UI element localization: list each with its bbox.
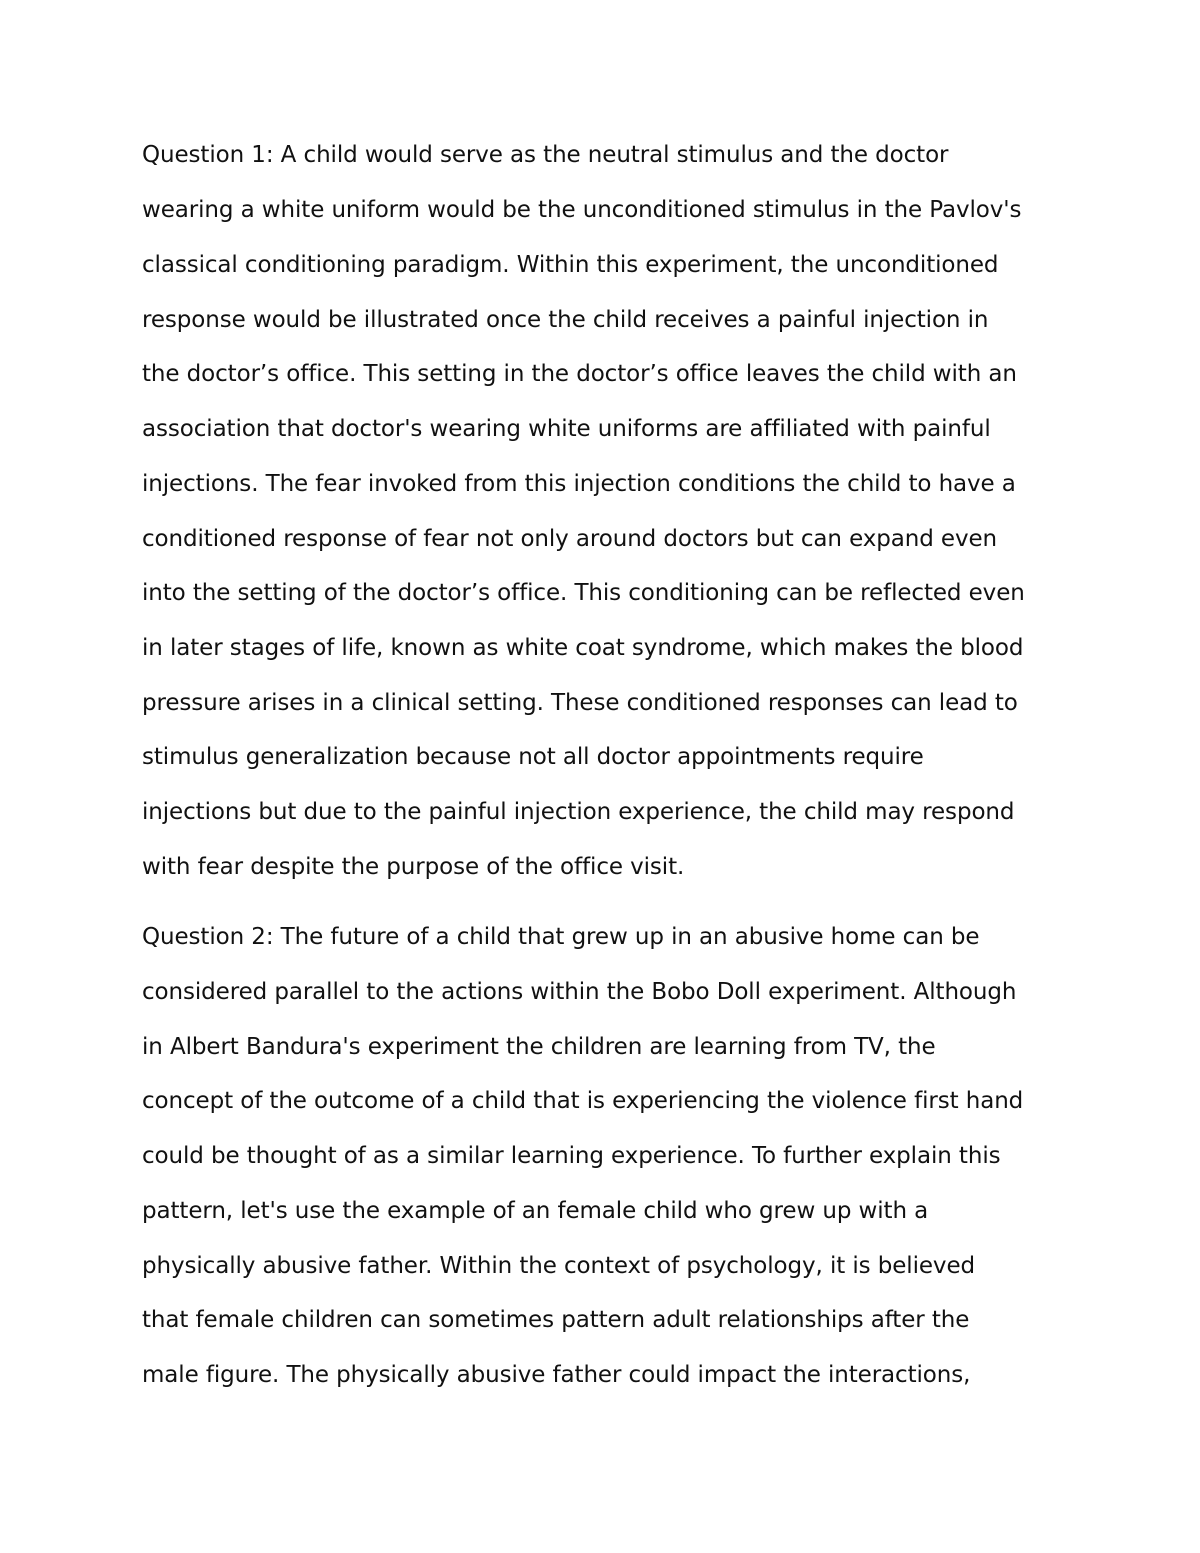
text-line: pattern, let's use the example of an female child who grew up with a (142, 1198, 929, 1224)
text-line: classical conditioning paradigm. Within this experiment, the unconditioned (142, 252, 999, 278)
text-line: Question 2: The future of a child that grew up in an abusive home can be (142, 924, 980, 950)
text-line: considered parallel to the actions within the Bobo Doll experiment. Although (142, 979, 1017, 1005)
text-line: injections but due to the painful injection experience, the child may respond (142, 799, 1015, 825)
text-line: pressure arises in a clinical setting. These conditioned responses can lead to (142, 690, 1018, 716)
text-line: could be thought of as a similar learning experience. To further explain this (142, 1143, 1001, 1169)
text-line: concept of the outcome of a child that is experiencing the violence first hand (142, 1088, 1024, 1114)
text-line: in later stages of life, known as white coat syndrome, which makes the blood (142, 635, 1024, 661)
text-line: association that doctor's wearing white uniforms are affiliated with painful (142, 416, 991, 442)
text-line: in Albert Bandura's experiment the children are learning from TV, the (142, 1034, 936, 1060)
text-line: response would be illustrated once the child receives a painful injection in (142, 307, 989, 333)
text-line: wearing a white uniform would be the unconditioned stimulus in the Pavlov's (142, 197, 1022, 223)
text-line: into the setting of the doctor’s office. This conditioning can be reflected even (142, 580, 1025, 606)
text-line: Question 1: A child would serve as the neutral stimulus and the doctor (142, 142, 949, 168)
text-line: conditioned response of fear not only around doctors but can expand even (142, 526, 998, 552)
text-line: physically abusive father. Within the context of psychology, it is believed (142, 1253, 975, 1279)
text-line: with fear despite the purpose of the office visit. (142, 854, 685, 880)
text-line: male figure. The physically abusive father could impact the interactions, (142, 1362, 971, 1388)
text-line: injections. The fear invoked from this injection conditions the child to have a (142, 471, 1016, 497)
text-line: the doctor’s office. This setting in the doctor’s office leaves the child with an (142, 361, 1017, 387)
text-line: that female children can sometimes pattern adult relationships after the (142, 1307, 970, 1333)
text-line: stimulus generalization because not all doctor appointments require (142, 744, 924, 770)
